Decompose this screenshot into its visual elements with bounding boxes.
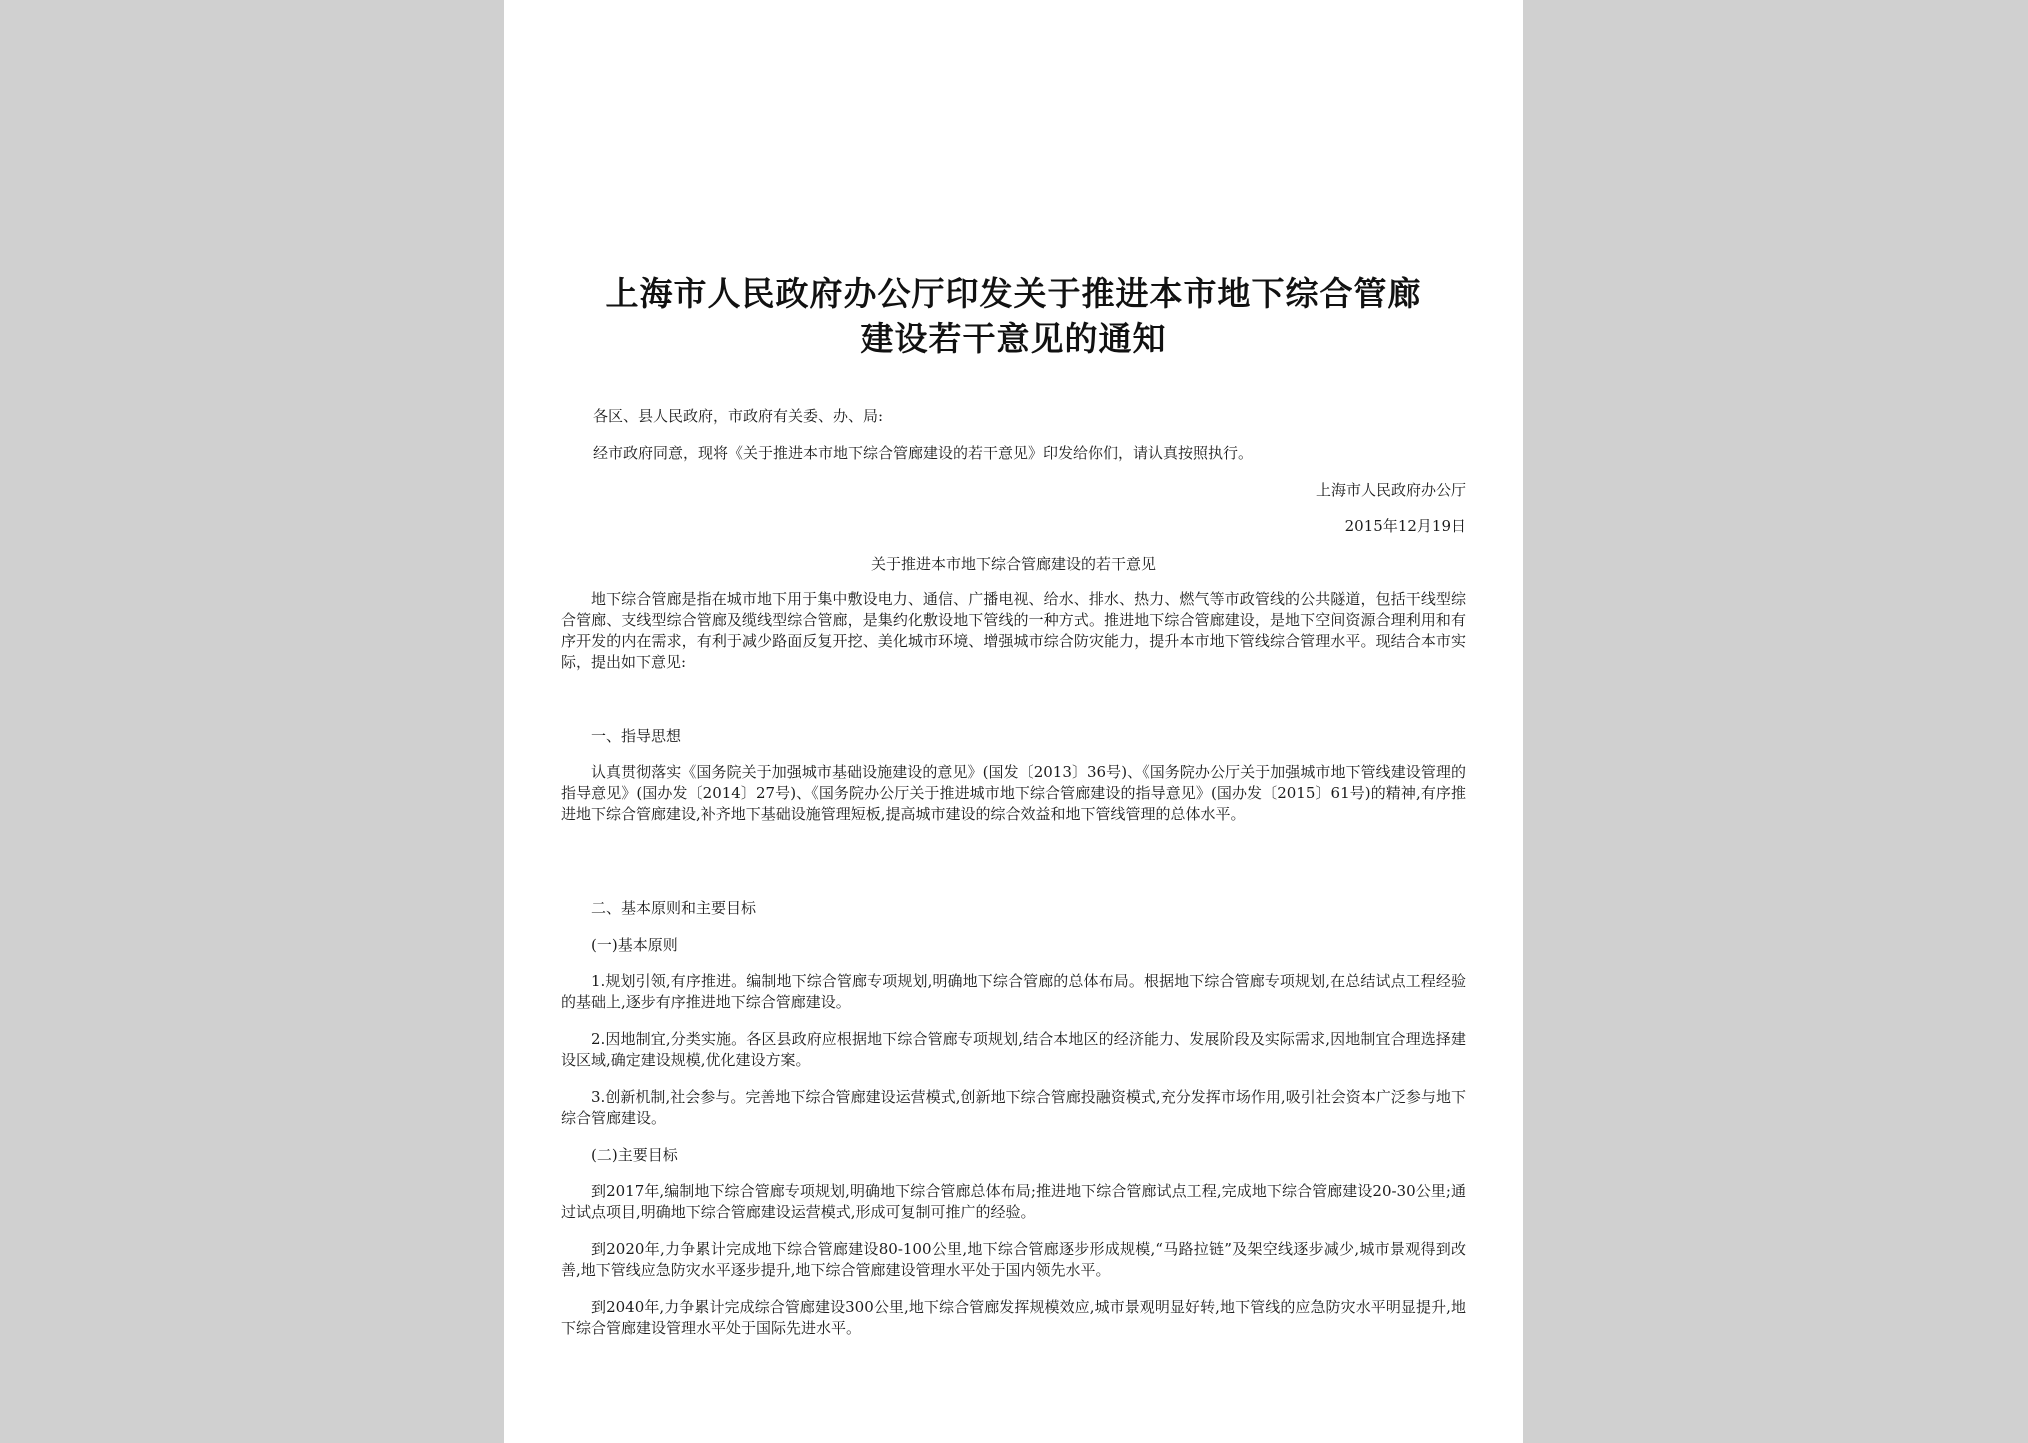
goals-heading: (二)主要目标 xyxy=(591,1146,678,1164)
document-title-line-2: 建设若干意见的通知 xyxy=(860,319,1167,358)
goal-2017: 到2017年,编制地下综合管廊专项规划,明确地下综合管廊总体布局;推进地下综合管廊试点工程,完成地下综合管廊建设20-30公里;通过试点项目,明确地下综合管廊建设运营模式,形成可复制可推广的经验。 xyxy=(561,1182,1466,1221)
issuer: 上海市人民政府办公厅 xyxy=(1315,481,1466,499)
intro-paragraph: 经市政府同意，现将《关于推进本市地下综合管廊建设的若干意见》印发给你们，请认真按照执行。 xyxy=(593,444,1254,462)
principle-2: 2.因地制宜,分类实施。各区县政府应根据地下综合管廊专项规划,结合本地区的经济能力、发展阶段及实际需求,因地制宜合理选择建设区域,确定建设规模,优化建设方案。 xyxy=(561,1030,1466,1069)
principle-1: 1.规划引领,有序推进。编制地下综合管廊专项规划,明确地下综合管廊的总体布局。根据地下综合管廊专项规划,在总结试点工程经验的基础上,逐步有序推进地下综合管廊建设。 xyxy=(561,972,1466,1011)
goal-2040: 到2040年,力争累计完成综合管廊建设300公里,地下综合管廊发挥规模效应,城市景观明显好转,地下管线的应急防灾水平明显提升,地下综合管廊建设管理水平处于国际先进水平。 xyxy=(561,1298,1466,1337)
document-title-line-1: 上海市人民政府办公厅印发关于推进本市地下综合管廊 xyxy=(605,274,1422,313)
section-1-text: 认真贯彻落实《国务院关于加强城市基础设施建设的意见》(国发〔2013〕36号)、《国务院办公厅关于加强城市地下管线建设管理的指导意见》(国办发〔2014〕27号)、《国务院办公厅关于推进城市地下综合管廊建设的指导意见》(国办发〔2015〕61号)的精神,有序推进地下综合管廊建设,补齐地下基础设施管理短板,提高城市建设的综合效益和地下管线管理的总体水平。 xyxy=(561,763,1466,823)
section-2-heading: 二、基本原则和主要目标 xyxy=(591,899,757,917)
addressee: 各区、县人民政府，市政府有关委、办、局: xyxy=(593,407,884,425)
section-1-heading: 一、指导思想 xyxy=(591,727,682,745)
goal-2020: 到2020年,力争累计完成地下综合管廊建设80-100公里,地下综合管廊逐步形成规模,“马路拉链”及架空线逐步减少,城市景观得到改善,地下管线应急防灾水平逐步提升,地下综合管廊建设管理水平处于国内领先水平。 xyxy=(561,1240,1466,1279)
principle-3: 3.创新机制,社会参与。完善地下综合管廊建设运营模式,创新地下综合管廊投融资模式,充分发挥市场作用,吸引社会资本广泛参与地下综合管廊建设。 xyxy=(561,1088,1466,1127)
principles-heading: (一)基本原则 xyxy=(591,936,678,954)
overview-paragraph: 地下综合管廊是指在城市地下用于集中敷设电力、通信、广播电视、给水、排水、热力、燃气等市政管线的公共隧道，包括干线型综合管廊、支线型综合管廊及缆线型综合管廊，是集约化敷设地下管线的一种方式。推进地下综合管廊建设，是地下空间资源合理利用和有序开发的内在需求，有利于减少路面反复开挖、美化城市环境、增强城市综合防灾能力，提升本市地下管线综合管理水平。现结合本市实际，提出如下意见: xyxy=(561,590,1466,671)
document-page xyxy=(504,0,1523,1443)
issue-date: 2015年12月19日 xyxy=(1344,517,1466,535)
subtitle: 关于推进本市地下综合管廊建设的若干意见 xyxy=(870,555,1156,573)
